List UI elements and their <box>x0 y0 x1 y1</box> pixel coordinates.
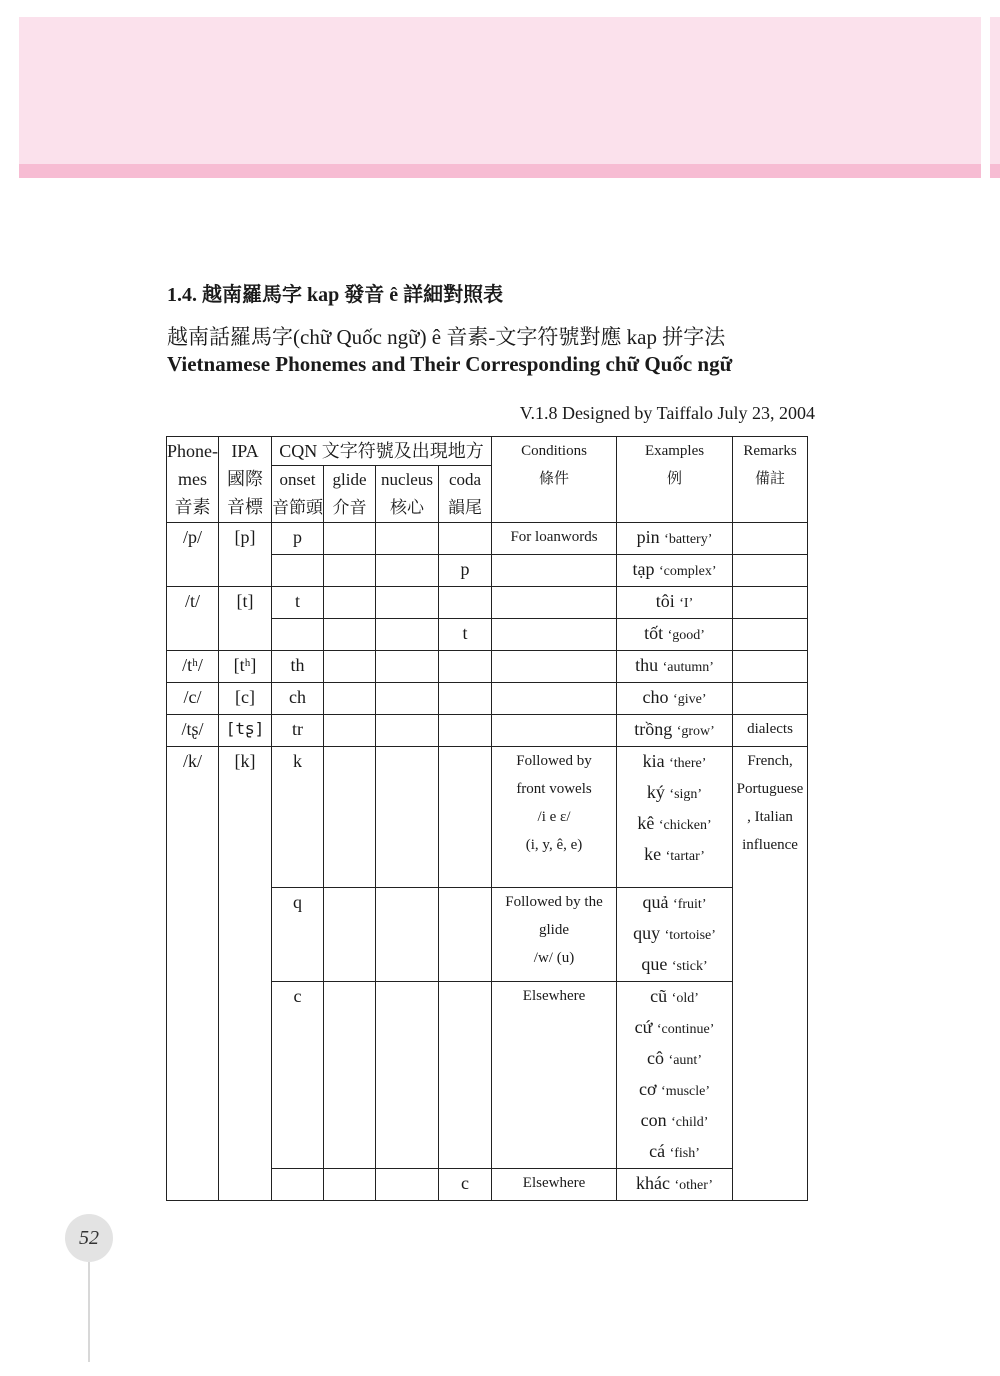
condition-cell: Elsewhere <box>492 982 617 1169</box>
example-cell: tốt ‘good’ <box>617 619 733 651</box>
section-heading: 1.4. 越南羅馬字 kap 發音 ê 詳細對照表 <box>167 284 504 306</box>
example-cell: tôi ‘I’ <box>617 587 733 619</box>
header-remarks: Remarks 備註 <box>733 437 808 523</box>
subtitle-chinese: 越南話羅馬字(chữ Quốc ngữ) ê 音素-文字符號對應 kap 拼字法 <box>167 325 726 349</box>
header-examples: Examples 例 <box>617 437 733 523</box>
coda-cell: c <box>439 1169 492 1201</box>
condition-cell: For loanwords <box>492 523 617 555</box>
version-note: V.1.8 Designed by Taiffalo July 23, 2004 <box>519 403 815 423</box>
ipa-cell: [p] <box>219 523 272 587</box>
phoneme-cell: /k/ <box>167 747 219 1201</box>
header-band <box>19 17 981 164</box>
onset-cell: p <box>272 523 324 555</box>
header-ipa: IPA 國際 音標 <box>219 437 272 523</box>
onset-cell: c <box>272 982 324 1169</box>
remark-cell: French, Portuguese , Italian influence <box>733 747 808 1201</box>
phoneme-cell: /p/ <box>167 523 219 587</box>
ipa-cell: [t] <box>219 587 272 651</box>
page-number-line <box>88 1262 90 1362</box>
example-cell: pin ‘battery’ <box>617 523 733 555</box>
table-row <box>167 683 808 715</box>
example-cell: cũ ‘old’ cứ ‘continue’ cô ‘aunt’ cơ ‘muscle’ con ‘child’ cá ‘fish’ <box>617 982 733 1169</box>
example-cell: trồng ‘grow’ <box>617 715 733 747</box>
coda-cell: t <box>439 619 492 651</box>
onset-cell: tr <box>272 715 324 747</box>
condition-cell: Elsewhere <box>492 1169 617 1201</box>
page-number: 52 <box>65 1214 113 1262</box>
table-row <box>167 747 808 888</box>
header-cqn: CQN 文字符號及出現地方 <box>272 437 492 466</box>
header-stripe <box>19 164 981 178</box>
onset-cell: th <box>272 651 324 683</box>
subtitle-english: Vietnamese Phonemes and Their Corresponding chữ Quốc ngữ <box>167 352 733 376</box>
condition-cell: Followed by the glide /w/ (u) <box>492 888 617 982</box>
remark-cell: dialects <box>733 715 808 747</box>
example-cell: quả ‘fruit’ quy ‘tortoise’ que ‘stick’ <box>617 888 733 982</box>
example-cell: thu ‘autumn’ <box>617 651 733 683</box>
phoneme-cell: /t/ <box>167 587 219 651</box>
header-band-edge <box>990 17 1000 164</box>
header-stripe-edge <box>990 164 1000 178</box>
table-row <box>167 523 808 555</box>
table-row <box>167 715 808 747</box>
coda-cell: p <box>439 555 492 587</box>
example-cell: kia ‘there’ ký ‘sign’ kê ‘chicken’ ke ‘tartar’ <box>617 747 733 888</box>
example-cell: cho ‘give’ <box>617 683 733 715</box>
phoneme-cell: /c/ <box>167 683 219 715</box>
table-row <box>167 587 808 619</box>
header-conditions: Conditions 條件 <box>492 437 617 523</box>
example-cell: tạp ‘complex’ <box>617 555 733 587</box>
ipa-cell: [k] <box>219 747 272 1201</box>
onset-cell: q <box>272 888 324 982</box>
header-glide: glide 介音 <box>324 466 376 523</box>
ipa-cell: [tʰ] <box>219 651 272 683</box>
onset-cell: t <box>272 587 324 619</box>
header-phonemes: Phone- mes 音素 <box>167 437 219 523</box>
onset-cell: ch <box>272 683 324 715</box>
phoneme-cell: /tʰ/ <box>167 651 219 683</box>
condition-cell: Followed by front vowels /i e ɛ/ (i, y, ê, e) <box>492 747 617 888</box>
table-row <box>167 651 808 683</box>
header-coda: coda 韻尾 <box>439 466 492 523</box>
header-onset: onset 音節頭 <box>272 466 324 523</box>
onset-cell: k <box>272 747 324 888</box>
phoneme-table <box>166 436 808 1201</box>
phoneme-cell: /tʂ/ <box>167 715 219 747</box>
ipa-cell: [tʂ] <box>219 715 272 747</box>
example-cell: khác ‘other’ <box>617 1169 733 1201</box>
ipa-cell: [c] <box>219 683 272 715</box>
header-nucleus: nucleus 核心 <box>376 466 439 523</box>
